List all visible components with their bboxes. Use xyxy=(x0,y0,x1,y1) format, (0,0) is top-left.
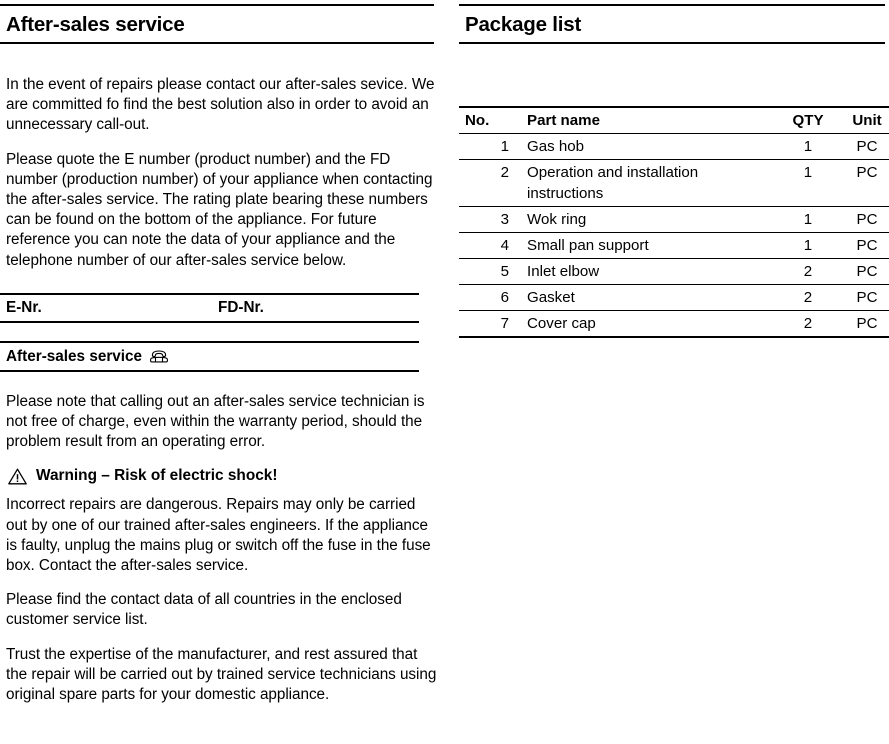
cell-unit: PC xyxy=(839,259,889,285)
cell-no: 5 xyxy=(459,259,523,285)
warning-title: Warning – Risk of electric shock! xyxy=(36,467,278,485)
quote-numbers-paragraph: Please quote the E number (product number) and the FD number (production number) of your appliance when contacting the after-sales service. The rating plate bearing these numbers can be found on the bottom of the appliance. For future reference you can note the data of your appliance and the telephone number of our after-sales service below. xyxy=(6,150,433,269)
column-header-part-name: Part name xyxy=(523,107,777,134)
column-header-qty: QTY xyxy=(777,107,839,134)
cell-qty: 2 xyxy=(777,285,839,311)
table-row xyxy=(459,259,889,285)
cell-unit: PC xyxy=(839,285,889,311)
warning-body-paragraph: Incorrect repairs are dangerous. Repairs may only be carried out by one of our trained after-sales engineers. If the appliance is faulty, unplug the mains plug or switch off the fuse in the fuse box. Contact the after-sales service. xyxy=(6,496,431,575)
number-field-row xyxy=(0,298,419,318)
table-body xyxy=(459,134,889,338)
cell-no: 1 xyxy=(459,134,523,160)
spacer xyxy=(459,44,885,106)
spacer xyxy=(0,486,440,495)
spacer xyxy=(0,452,440,466)
package-list-table xyxy=(459,106,889,338)
fd-number-label: FD-Nr. xyxy=(218,298,264,316)
package-list-heading-block xyxy=(459,4,885,44)
after-sales-service-label: After-sales service xyxy=(6,347,143,365)
cell-no: 2 xyxy=(459,160,523,207)
appliance-number-fields xyxy=(0,293,419,323)
e-number-label: E-Nr. xyxy=(6,298,42,316)
table-row xyxy=(459,233,889,259)
cell-no: 3 xyxy=(459,207,523,233)
page-title: After-sales service xyxy=(6,13,185,36)
cell-no: 4 xyxy=(459,233,523,259)
table-row xyxy=(459,311,889,338)
table-row xyxy=(459,285,889,311)
cell-no: 7 xyxy=(459,311,523,338)
spacer xyxy=(0,136,440,150)
cell-unit: PC xyxy=(839,207,889,233)
warning-heading xyxy=(0,466,440,486)
after-sales-service-phone-block xyxy=(0,341,419,372)
service-phone-row xyxy=(0,346,419,367)
trust-expertise-paragraph: Trust the expertise of the manufacturer, and rest assured that the repair will be carried out by trained service technicians using original spare parts for your domestic appliance. xyxy=(6,645,437,704)
cell-qty: 1 xyxy=(777,207,839,233)
spacer xyxy=(0,576,440,590)
cell-qty: 1 xyxy=(777,160,839,207)
spacer xyxy=(0,271,440,293)
right-column xyxy=(459,0,885,744)
cell-part-name: Gas hob xyxy=(523,134,777,160)
package-list-title: Package list xyxy=(465,13,582,36)
cell-qty: 1 xyxy=(777,233,839,259)
charge-note-paragraph: Please note that calling out an after-sales service technician is not free of charge, even within the warranty period, should the problem result from an operating error. xyxy=(6,392,425,451)
cell-no: 6 xyxy=(459,285,523,311)
cell-part-name: Small pan support xyxy=(523,233,777,259)
column-header-unit: Unit xyxy=(839,107,889,134)
cell-part-name: Gasket xyxy=(523,285,777,311)
cell-unit: PC xyxy=(839,160,889,207)
table-header xyxy=(459,107,889,134)
column-header-no: No. xyxy=(459,107,523,134)
after-sales-service-heading-block xyxy=(0,4,434,44)
spacer xyxy=(0,323,440,341)
cell-qty: 1 xyxy=(777,134,839,160)
cell-qty: 2 xyxy=(777,259,839,285)
cell-part-name: Cover cap xyxy=(523,311,777,338)
contact-data-paragraph: Please find the contact data of all countries in the enclosed customer service list. xyxy=(6,591,402,629)
cell-unit: PC xyxy=(839,134,889,160)
spacer xyxy=(0,372,440,392)
cell-part-name: Operation and installation instructions xyxy=(523,160,777,207)
cell-qty: 2 xyxy=(777,311,839,338)
left-column xyxy=(0,0,440,744)
table-row xyxy=(459,207,889,233)
cell-unit: PC xyxy=(839,233,889,259)
table-row xyxy=(459,134,889,160)
telephone-icon xyxy=(149,349,169,364)
spacer xyxy=(0,44,440,75)
warning-triangle-icon xyxy=(8,468,27,485)
cell-part-name: Inlet elbow xyxy=(523,259,777,285)
cell-part-name: Wok ring xyxy=(523,207,777,233)
table-header-row xyxy=(459,107,889,134)
cell-unit: PC xyxy=(839,311,889,338)
table-row xyxy=(459,160,889,207)
spacer xyxy=(0,631,440,645)
intro-paragraph: In the event of repairs please contact our after-sales sevice. We are committed fo find the best solution also in order to avoid an unnecessary call-out. xyxy=(6,76,435,134)
